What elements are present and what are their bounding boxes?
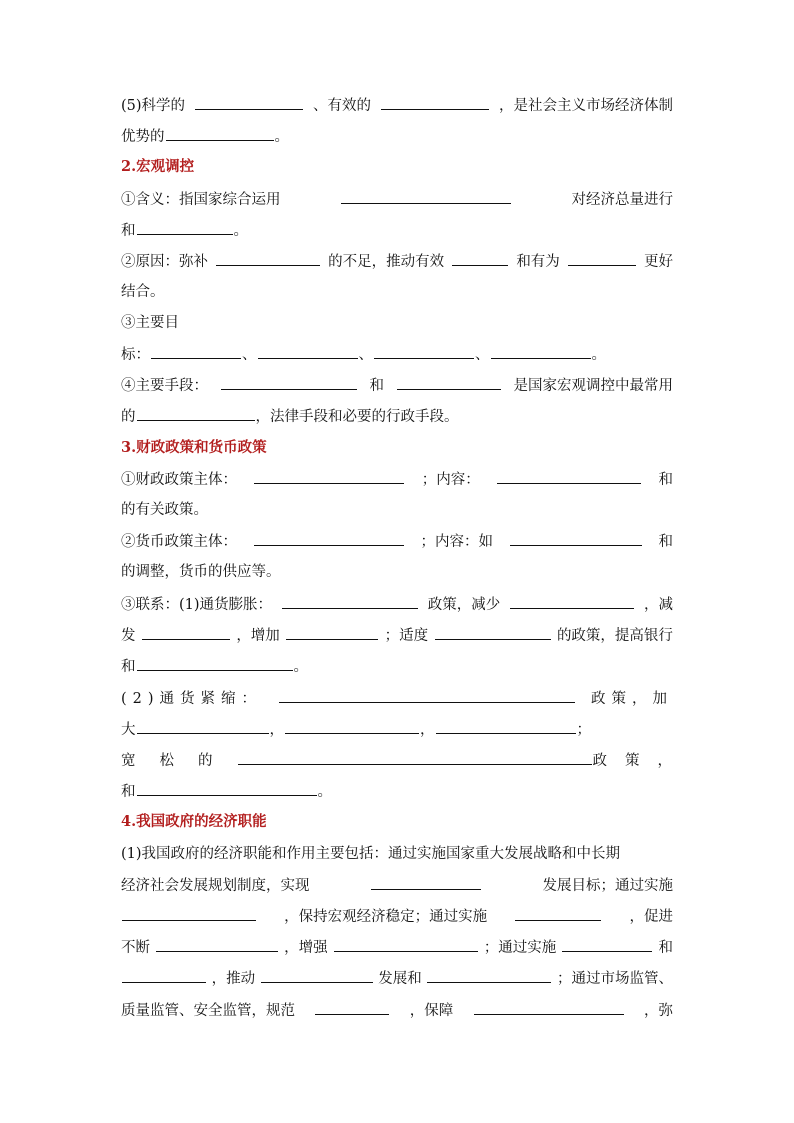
- monetary-line1: [121, 529, 673, 553]
- fill-blank[interactable]: [238, 748, 592, 765]
- fiscal-text: ①财政政策主体：: [121, 472, 237, 488]
- link-line3: [121, 654, 673, 678]
- fill-blank[interactable]: [397, 373, 501, 390]
- func-text: 发展目标；通过实施: [542, 878, 673, 894]
- goals-line1: ③主要目: [121, 315, 179, 331]
- link-text: 发: [121, 628, 136, 644]
- section-4-heading: 4.我国政府的经济职能: [121, 813, 267, 830]
- goals-sep: 、: [242, 347, 257, 363]
- meaning-line1: [121, 187, 673, 211]
- means-text: ，法律手段和必要的行政手段。: [255, 409, 459, 425]
- means-line1: [121, 373, 673, 397]
- func-line2: [121, 873, 673, 897]
- fill-blank[interactable]: [216, 249, 320, 266]
- deflation-text: ，: [269, 722, 284, 738]
- link-text: ，减: [643, 597, 673, 613]
- fill-blank[interactable]: [166, 124, 274, 141]
- link-text: ，增加: [236, 628, 280, 644]
- func-text: ，保持宏观经济稳定；通过实施: [284, 909, 488, 925]
- func-text: 和: [658, 940, 673, 956]
- item5-text: 、有效的: [313, 98, 372, 114]
- meaning-text: 。: [233, 223, 248, 239]
- fiscal-line1: [121, 467, 673, 491]
- func-text: ，保障: [409, 1003, 454, 1019]
- link-line1: [121, 592, 673, 616]
- fiscal-text: 和: [658, 472, 673, 488]
- deflation-text: 宽松的: [121, 753, 237, 769]
- fill-blank[interactable]: [510, 592, 634, 609]
- link-text: ；适度: [384, 628, 429, 644]
- goals-sep: 、: [475, 347, 490, 363]
- func-text: ，增强: [284, 940, 328, 956]
- deflation-text: ，: [420, 722, 435, 738]
- item5-text: (5)科学的: [121, 98, 186, 114]
- fill-blank[interactable]: [371, 873, 481, 890]
- goals-sep: 、: [358, 347, 373, 363]
- link-text: 的政策，提高银行: [556, 628, 673, 644]
- func-line4: [121, 935, 673, 959]
- meaning-line2: [121, 218, 673, 242]
- fill-blank[interactable]: [381, 93, 489, 110]
- fill-blank[interactable]: [151, 342, 241, 359]
- section-2-heading: 2.宏观调控: [121, 158, 195, 175]
- func-text: ；通过市场监管、: [556, 971, 673, 987]
- link-text: 。: [293, 659, 308, 675]
- deflation-text: 大: [121, 722, 136, 738]
- fill-blank[interactable]: [279, 686, 575, 703]
- fill-blank[interactable]: [195, 93, 303, 110]
- link-text: ③联系：(1)通货膨胀：: [121, 597, 273, 613]
- fill-blank[interactable]: [285, 717, 419, 734]
- item5-line2: [121, 124, 673, 148]
- fill-blank[interactable]: [142, 623, 230, 640]
- func-line1: (1)我国政府的经济职能和作用主要包括：通过实施国家重大发展战略和中长期: [121, 846, 621, 862]
- means-text: 的: [121, 409, 136, 425]
- func-text: 不断: [121, 940, 150, 956]
- fill-blank[interactable]: [334, 935, 478, 952]
- fill-blank[interactable]: [156, 935, 278, 952]
- fill-blank[interactable]: [568, 249, 636, 266]
- fill-blank[interactable]: [254, 467, 404, 484]
- reason-line1: [121, 249, 673, 273]
- deflation-text: ；: [576, 722, 591, 738]
- fill-blank[interactable]: [452, 249, 508, 266]
- fill-blank[interactable]: [258, 342, 358, 359]
- fill-blank[interactable]: [282, 592, 418, 609]
- means-text: 是国家宏观调控中最常用: [513, 378, 673, 394]
- monetary-text: ；内容：如: [420, 534, 493, 550]
- fill-blank[interactable]: [137, 717, 269, 734]
- fill-blank[interactable]: [474, 998, 624, 1015]
- monetary-text: ②货币政策主体：: [121, 534, 237, 550]
- link-line2: [121, 623, 673, 647]
- deflation-line4: [121, 779, 673, 803]
- fill-blank[interactable]: [515, 904, 601, 921]
- func-text: 经济社会发展规划制度，实现: [121, 878, 310, 894]
- item5-line1: [121, 93, 673, 117]
- deflation-text: 政策，加: [590, 691, 673, 707]
- fill-blank[interactable]: [435, 623, 551, 640]
- fill-blank[interactable]: [137, 218, 233, 235]
- fill-blank[interactable]: [436, 717, 576, 734]
- fiscal-line2: 的有关政策。: [121, 502, 208, 518]
- reason-text: 更好: [643, 254, 673, 270]
- fill-blank[interactable]: [315, 998, 389, 1015]
- deflation-text: (2)通货紧缩：: [121, 691, 263, 707]
- fill-blank[interactable]: [491, 342, 591, 359]
- meaning-text: 对经济总量进行: [571, 192, 673, 208]
- fill-blank[interactable]: [374, 342, 474, 359]
- deflation-text: 和: [121, 784, 136, 800]
- func-line3: [121, 904, 673, 928]
- fill-blank[interactable]: [341, 187, 511, 204]
- func-line5: [121, 966, 673, 990]
- fill-blank[interactable]: [137, 779, 317, 796]
- means-line2: [121, 404, 673, 428]
- fiscal-text: ；内容：: [421, 472, 480, 488]
- goals-line2: [121, 342, 673, 366]
- means-text: ④主要手段：: [121, 378, 208, 394]
- link-text: 和: [121, 659, 136, 675]
- item5-text: ，是社会主义市场经济体制: [498, 98, 673, 114]
- fill-blank[interactable]: [122, 966, 206, 983]
- fill-blank[interactable]: [562, 935, 652, 952]
- deflation-text: 政策，: [592, 753, 690, 769]
- fill-blank[interactable]: [286, 623, 378, 640]
- reason-line2: 结合。: [121, 284, 165, 300]
- deflation-line2: [121, 717, 673, 741]
- func-text: ，弥: [644, 1003, 673, 1019]
- fill-blank[interactable]: [261, 966, 373, 983]
- meaning-text: ①含义：指国家综合运用: [121, 192, 281, 208]
- fill-blank[interactable]: [122, 904, 256, 921]
- reason-text: 的不足，推动有效: [328, 254, 445, 270]
- reason-text: 和有为: [516, 254, 560, 270]
- func-text: 质量监管、安全监管，规范: [121, 1003, 295, 1019]
- item5-text: 优势的: [121, 129, 165, 145]
- fill-blank[interactable]: [427, 966, 551, 983]
- goals-text: 。: [591, 347, 606, 363]
- fill-blank[interactable]: [497, 467, 641, 484]
- fill-blank[interactable]: [137, 654, 293, 671]
- item5-text: 。: [274, 129, 289, 145]
- fill-blank[interactable]: [221, 373, 357, 390]
- deflation-line3: [121, 748, 690, 772]
- monetary-line2: 的调整，货币的供应等。: [121, 564, 281, 580]
- section-3-heading: 3.财政政策和货币政策: [121, 439, 267, 456]
- func-text: ；通过实施: [483, 940, 557, 956]
- deflation-text: 。: [317, 784, 332, 800]
- meaning-text: 和: [121, 223, 136, 239]
- func-text: ，促进: [629, 909, 673, 925]
- fill-blank[interactable]: [137, 404, 255, 421]
- monetary-text: 和: [658, 534, 673, 550]
- func-text: 发展和: [378, 971, 422, 987]
- fill-blank[interactable]: [254, 529, 404, 546]
- means-text: 和: [369, 378, 384, 394]
- link-text: 政策，减少: [427, 597, 501, 613]
- goals-text: 标：: [121, 347, 150, 363]
- func-text: ，推动: [211, 971, 256, 987]
- deflation-line1: [121, 686, 673, 710]
- reason-text: ②原因：弥补: [121, 254, 208, 270]
- func-line6: [121, 998, 673, 1022]
- fill-blank[interactable]: [510, 529, 642, 546]
